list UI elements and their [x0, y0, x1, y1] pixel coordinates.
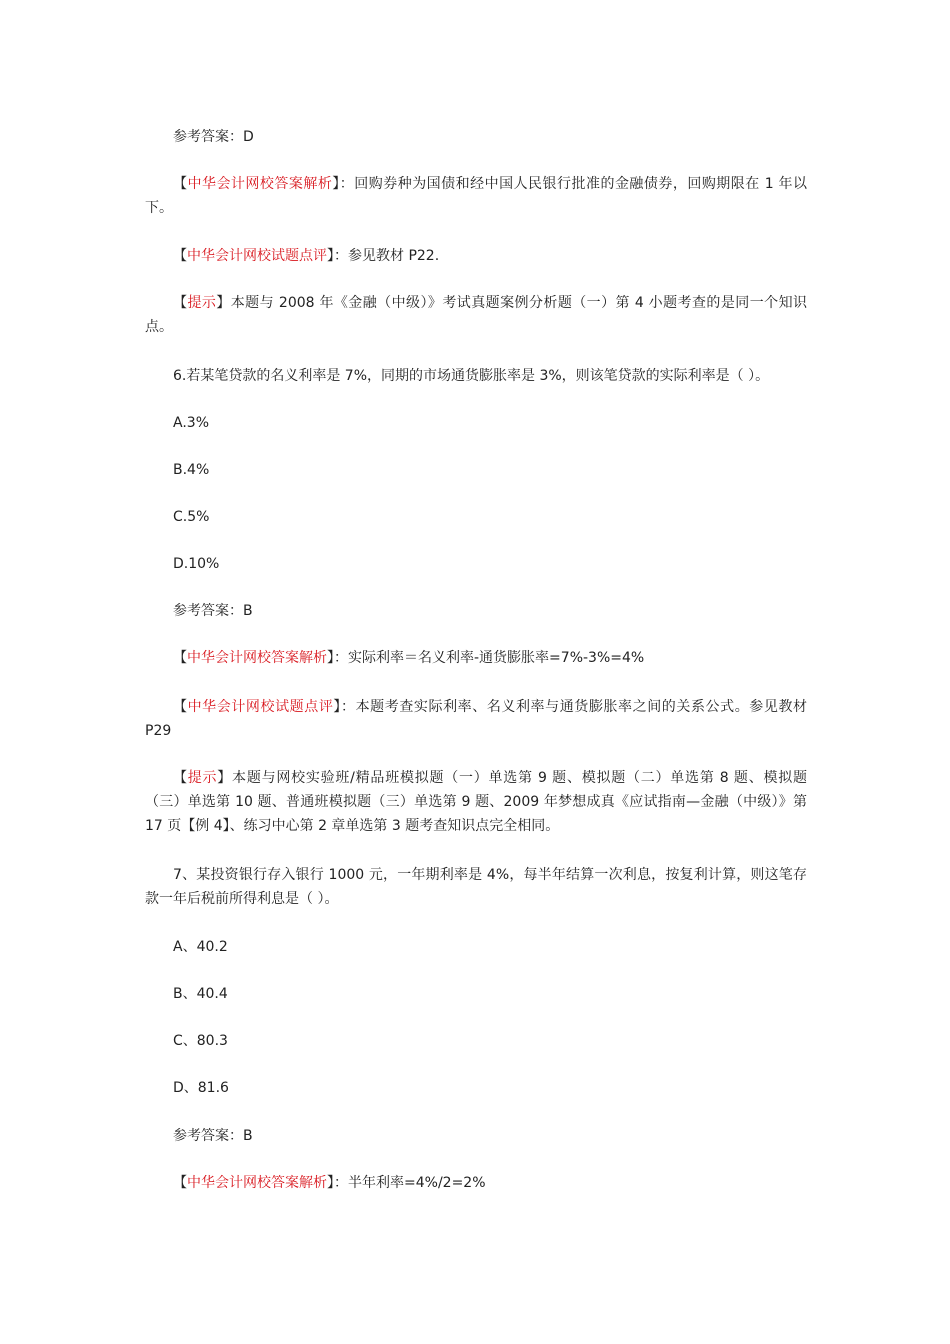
text-run: 】本题与网校实验班/精品班模拟题（一）单选第 9 题、模拟题（二）单选第 8 题、模拟题（三）单选第 10 题、普通班模拟题（三）单选第 9 题、2009 年梦想成真《应试指南—金融（中级）》第 17 页【例 4】、练习中心第 2 章单选第 3 题考查知识点完全相同。 — [145, 770, 807, 834]
hint-q6 — [145, 766, 807, 838]
text-run: 参考答案：D — [173, 129, 254, 145]
text-run: D.10% — [173, 556, 220, 572]
highlight-label: 中华会计网校试题点评 — [187, 248, 327, 264]
review-q5 — [145, 244, 807, 268]
text-run: C.5% — [173, 509, 210, 525]
text-run: 6.若某笔贷款的名义利率是 7%，同期的市场通货膨胀率是 3%，则该笔贷款的实际利率是（ ）。 — [173, 368, 770, 384]
answer-q5 — [145, 125, 807, 149]
text-run: A.3% — [173, 415, 209, 431]
option-7b — [145, 982, 807, 1006]
highlight-label: 提示 — [187, 770, 218, 786]
text-run: 参考答案：B — [173, 1128, 253, 1144]
analysis-q7 — [145, 1171, 807, 1195]
text-run: 】：半年利率=4%/2=2% — [327, 1175, 486, 1191]
text-run: 】本题与 2008 年《金融（中级）》考试真题案例分析题（一）第 4 小题考查的是同一个知识点。 — [145, 295, 808, 335]
text-run: 【 — [173, 1175, 187, 1191]
option-6c — [145, 505, 807, 529]
option-7c — [145, 1029, 807, 1053]
highlight-label: 中华会计网校答案解析 — [187, 176, 333, 192]
question-6 — [145, 364, 807, 388]
question-7 — [145, 863, 807, 911]
text-run: 【 — [173, 248, 187, 264]
highlight-label: 中华会计网校答案解析 — [187, 1175, 327, 1191]
text-run: 】：回购券种为国债和经中国人民银行批准的金融债券，回购期限在 1 年以下。 — [145, 176, 808, 216]
analysis-q6 — [145, 646, 807, 670]
analysis-q5 — [145, 172, 807, 220]
highlight-label: 中华会计网校试题点评 — [187, 699, 334, 715]
text-run: 【 — [173, 295, 188, 311]
option-6d — [145, 552, 807, 576]
text-run: 】：本题考查实际利率、名义利率与通货膨胀率之间的关系公式。参见教材 P29 — [145, 699, 808, 739]
text-run: 7、某投资银行存入银行 1000 元，一年期利率是 4%，每半年结算一次利息，按复利计算，则这笔存款一年后税前所得利息是（ ）。 — [145, 867, 807, 907]
text-run: 【 — [173, 770, 188, 786]
text-run: 【 — [173, 650, 187, 666]
option-7d — [145, 1076, 807, 1100]
text-run: 【 — [173, 699, 188, 715]
text-run: 参考答案：B — [173, 603, 253, 619]
highlight-label: 提示 — [187, 295, 217, 311]
answer-q6 — [145, 599, 807, 623]
text-run: B.4% — [173, 462, 210, 478]
option-7a — [145, 935, 807, 959]
text-run: 】：参见教材 P22. — [327, 248, 440, 264]
text-run: 】：实际利率＝名义利率-通货膨胀率=7%-3%=4% — [327, 650, 645, 666]
review-q6 — [145, 695, 807, 743]
option-6a — [145, 411, 807, 435]
hint-q5 — [145, 291, 807, 339]
text-run: C、80.3 — [173, 1033, 228, 1049]
answer-q7 — [145, 1124, 807, 1148]
highlight-label: 中华会计网校答案解析 — [187, 650, 327, 666]
option-6b — [145, 458, 807, 482]
text-run: A、40.2 — [173, 939, 228, 955]
text-run: D、81.6 — [173, 1080, 229, 1096]
text-run: 【 — [173, 176, 188, 192]
text-run: B、40.4 — [173, 986, 228, 1002]
